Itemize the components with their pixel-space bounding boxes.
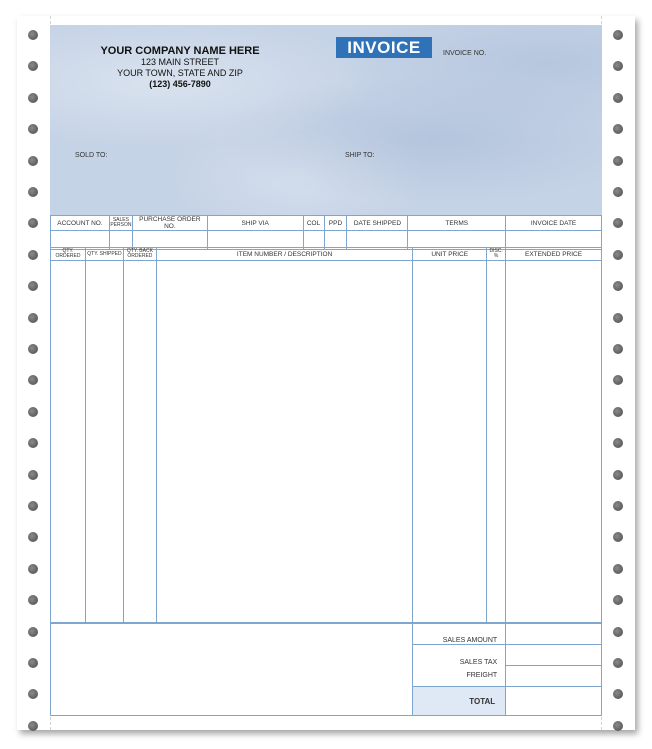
tractor-hole <box>28 61 38 71</box>
tractor-hole <box>28 313 38 323</box>
company-name: YOUR COMPANY NAME HERE <box>100 45 260 57</box>
tractor-hole <box>613 187 623 197</box>
company-city: YOUR TOWN, STATE AND ZIP <box>117 68 243 78</box>
invoice-date-header: INVOICE DATE <box>506 216 602 231</box>
sales-tax-label: SALES TAX <box>413 645 506 666</box>
sales-amount-label: SALES AMOUNT <box>413 624 506 645</box>
disc-column[interactable] <box>487 261 506 623</box>
ship-via-header: SHIP VIA <box>207 216 303 231</box>
tractor-hole <box>28 218 38 228</box>
line-items-table <box>50 247 602 623</box>
qty-shipped-header: QTY. SHIPPED <box>85 248 123 261</box>
tractor-hole <box>613 218 623 228</box>
tractor-hole <box>28 407 38 417</box>
tractor-hole <box>28 187 38 197</box>
freight-label: FREIGHT <box>413 666 506 687</box>
invoice-title: INVOICE <box>336 37 432 58</box>
tractor-hole <box>28 250 38 260</box>
tractor-hole <box>28 156 38 166</box>
tractor-hole <box>613 375 623 385</box>
company-phone: (123) 456-7890 <box>149 79 211 89</box>
tractor-hole <box>613 532 623 542</box>
tractor-hole <box>613 281 623 291</box>
extended-price-column[interactable] <box>506 261 602 623</box>
unit-price-header: UNIT PRICE <box>413 248 487 261</box>
tractor-hole <box>613 658 623 668</box>
tractor-hole <box>613 721 623 731</box>
tractor-hole <box>28 375 38 385</box>
tractor-hole <box>613 344 623 354</box>
qty-ordered-header: QTY. ORDERED <box>51 248 86 261</box>
qty-back-ordered-header: QTY. BACK ORDERED <box>123 248 156 261</box>
tractor-hole <box>613 250 623 260</box>
tractor-hole <box>613 470 623 480</box>
tractor-hole <box>613 501 623 511</box>
tractor-hole <box>613 595 623 605</box>
invoice-no-label: INVOICE NO. <box>443 50 487 57</box>
item-description-header: ITEM NUMBER / DESCRIPTION <box>156 248 412 261</box>
ppd-header: PPD <box>324 216 347 231</box>
tractor-hole <box>613 156 623 166</box>
order-info-table <box>50 215 602 250</box>
item-description-column[interactable] <box>156 261 412 623</box>
date-shipped-header: DATE SHIPPED <box>347 216 408 231</box>
notes-area[interactable] <box>51 624 413 716</box>
col-header: COL <box>303 216 324 231</box>
tractor-hole <box>28 470 38 480</box>
tractor-hole <box>28 438 38 448</box>
disc-header: DISC. % <box>487 248 506 261</box>
sold-to-label: SOLD TO: <box>75 152 108 159</box>
tractor-hole <box>613 61 623 71</box>
extended-price-header: EXTENDED PRICE <box>506 248 602 261</box>
total-field[interactable] <box>506 687 602 716</box>
sales-tax-field[interactable] <box>506 645 602 666</box>
tractor-hole <box>28 689 38 699</box>
tractor-hole <box>28 281 38 291</box>
tractor-hole <box>28 721 38 731</box>
purchase-order-header: PURCHASE ORDER NO. <box>132 216 207 231</box>
sales-amount-field[interactable] <box>506 624 602 645</box>
tractor-hole <box>28 564 38 574</box>
tractor-hole <box>613 93 623 103</box>
unit-price-column[interactable] <box>413 261 487 623</box>
totals-table <box>50 623 602 716</box>
tractor-hole <box>28 30 38 40</box>
tractor-hole <box>28 93 38 103</box>
tractor-hole <box>28 532 38 542</box>
ship-to-label: SHIP TO: <box>345 152 375 159</box>
terms-header: TERMS <box>408 216 506 231</box>
total-label: TOTAL <box>413 687 506 716</box>
tractor-hole <box>613 564 623 574</box>
tractor-hole <box>28 124 38 134</box>
company-block <box>50 45 310 89</box>
left-tractor-strip <box>17 16 51 730</box>
tractor-hole <box>613 627 623 637</box>
tractor-hole <box>613 313 623 323</box>
qty-shipped-column[interactable] <box>85 261 123 623</box>
tractor-hole <box>613 438 623 448</box>
sales-person-header: SALES PERSON <box>109 216 132 231</box>
tractor-hole <box>28 595 38 605</box>
tractor-hole <box>613 407 623 417</box>
tractor-hole <box>613 124 623 134</box>
tractor-hole <box>613 30 623 40</box>
invoice-form-paper <box>17 16 635 730</box>
tractor-hole <box>28 627 38 637</box>
invoice-form <box>50 25 602 729</box>
right-tractor-strip <box>601 16 635 730</box>
tractor-hole <box>613 689 623 699</box>
account-no-header: ACCOUNT NO. <box>51 216 110 231</box>
invoice-header <box>50 25 602 215</box>
tractor-hole <box>28 658 38 668</box>
tractor-hole <box>28 344 38 354</box>
tractor-hole <box>28 501 38 511</box>
qty-back-ordered-column[interactable] <box>123 261 156 623</box>
company-street: 123 MAIN STREET <box>140 57 220 67</box>
qty-ordered-column[interactable] <box>51 261 86 623</box>
freight-field[interactable] <box>506 666 602 687</box>
